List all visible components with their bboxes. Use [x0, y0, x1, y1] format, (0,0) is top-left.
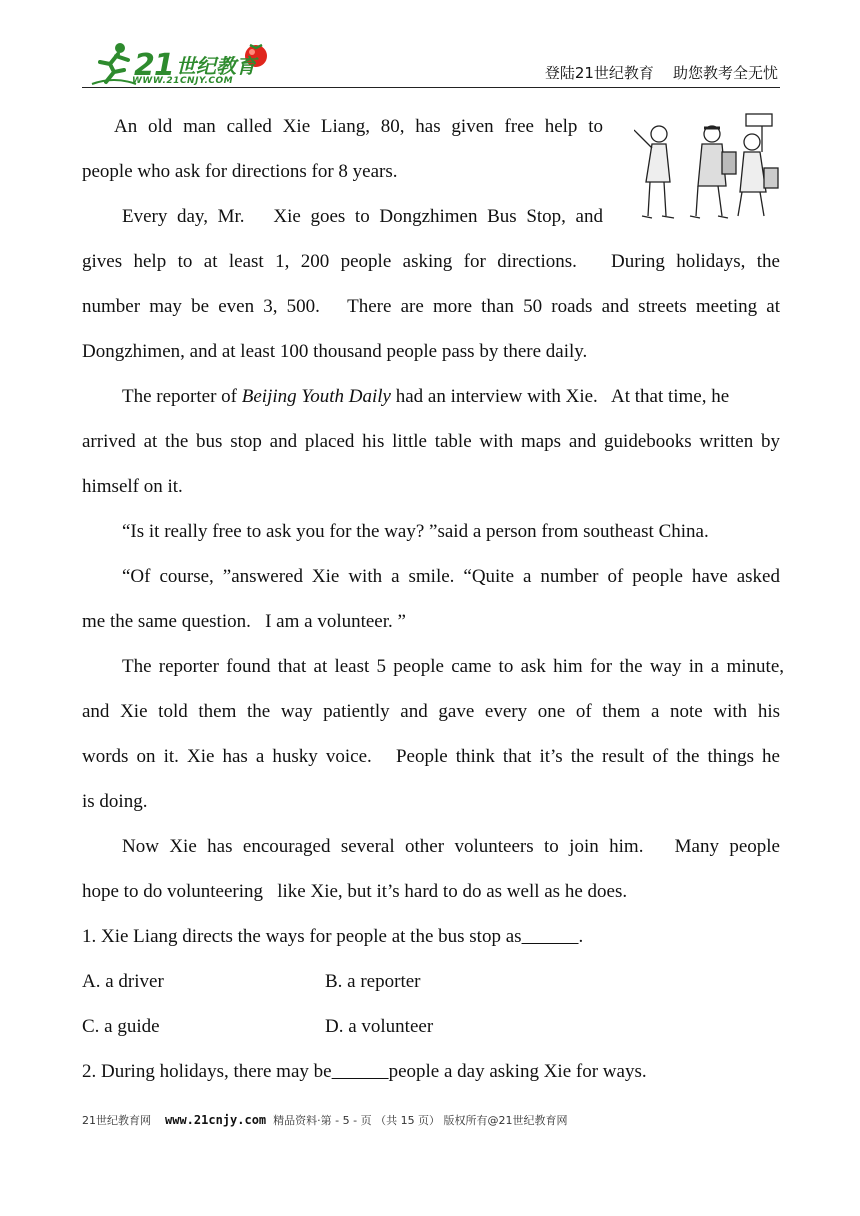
answer-blank — [332, 1061, 389, 1082]
footer-page-info: 精品资料·第 - 5 - 页 （共 15 页） 版权所有@21世纪教育网 — [273, 1114, 568, 1127]
paragraph-line: number may be even 3, 500. There are more than 50 roads and streets meeting at — [82, 296, 780, 317]
logo-number: 21 — [134, 48, 174, 83]
option-a: A. a driver — [82, 971, 164, 992]
option-d: D. a volunteer — [325, 1016, 434, 1037]
option-c: C. a guide — [82, 1016, 160, 1037]
paragraph-line: Every day, Mr. Xie goes to Dongzhimen Bus Stop, and — [122, 206, 603, 227]
paragraph-line: himself on it. — [82, 476, 183, 497]
footer-site: 21世纪教育网 — [82, 1114, 151, 1127]
newspaper-title: Beijing Youth Daily — [241, 386, 391, 407]
option-b: B. a reporter — [325, 971, 421, 992]
paragraph-line: An old man called Xie Liang, 80, has given free help to — [114, 116, 603, 137]
paragraph-line: arrived at the bus stop and placed his little table with maps and guidebooks written by — [82, 431, 780, 452]
logo-brand: 世纪教育 — [176, 54, 256, 78]
paragraph-line: Now Xie has encouraged several other volunteers to join him. Many people — [122, 836, 780, 857]
paragraph-line — [122, 374, 729, 419]
paragraph-line: words on it. Xie has a husky voice. People think that it’s the result of the things he — [82, 746, 780, 767]
paragraph-line: “Is it really free to ask you for the way? ”said a person from southeast China. — [122, 521, 709, 542]
footer-url: www.21cnjy.com — [165, 1113, 267, 1127]
header-rule — [82, 87, 780, 88]
paragraph-line: people who ask for directions for 8 years. — [82, 161, 398, 182]
paragraph-line: hope to do volunteering like Xie, but it’s hard to do as well as he does. — [82, 881, 628, 902]
people-asking-directions-illustration — [634, 112, 784, 224]
text-run: had an interview with Xie. At that time, he — [395, 386, 730, 407]
paragraph-line: is doing. — [82, 791, 148, 812]
page-header — [82, 38, 780, 88]
text-run: The reporter of — [122, 386, 237, 407]
question-1-stem — [82, 914, 583, 959]
paragraph-line: and Xie told them the way patiently and gave every one of them a note with his — [82, 701, 780, 722]
paragraph-line: me the same question. I am a volunteer. ” — [82, 611, 406, 632]
question-text: 1. Xie Liang directs the ways for people at the bus stop as — [82, 926, 522, 947]
question-text: . — [578, 926, 584, 947]
paragraph-line: Dongzhimen, and at least 100 thousand people pass by there daily. — [82, 341, 588, 362]
page-footer — [82, 1112, 568, 1128]
question-text: 2. During holidays, there may be — [82, 1061, 332, 1082]
paragraph-line: “Of course, ”answered Xie with a smile. “Quite a number of people have asked — [122, 566, 780, 587]
answer-blank — [522, 926, 579, 947]
header-slogan: 登陆21世纪教育 助您教考全无忧 — [544, 64, 778, 82]
site-logo — [90, 40, 280, 86]
paragraph-line: gives help to at least 1, 200 people asking for directions. During holidays, the — [82, 251, 780, 272]
question-text: people a day asking Xie for ways. — [388, 1061, 647, 1082]
question-2-stem — [82, 1049, 647, 1094]
paragraph-line: The reporter found that at least 5 people came to ask him for the way in a minute, — [122, 656, 784, 677]
logo-url: WWW.21CNJY.COM — [132, 76, 234, 86]
